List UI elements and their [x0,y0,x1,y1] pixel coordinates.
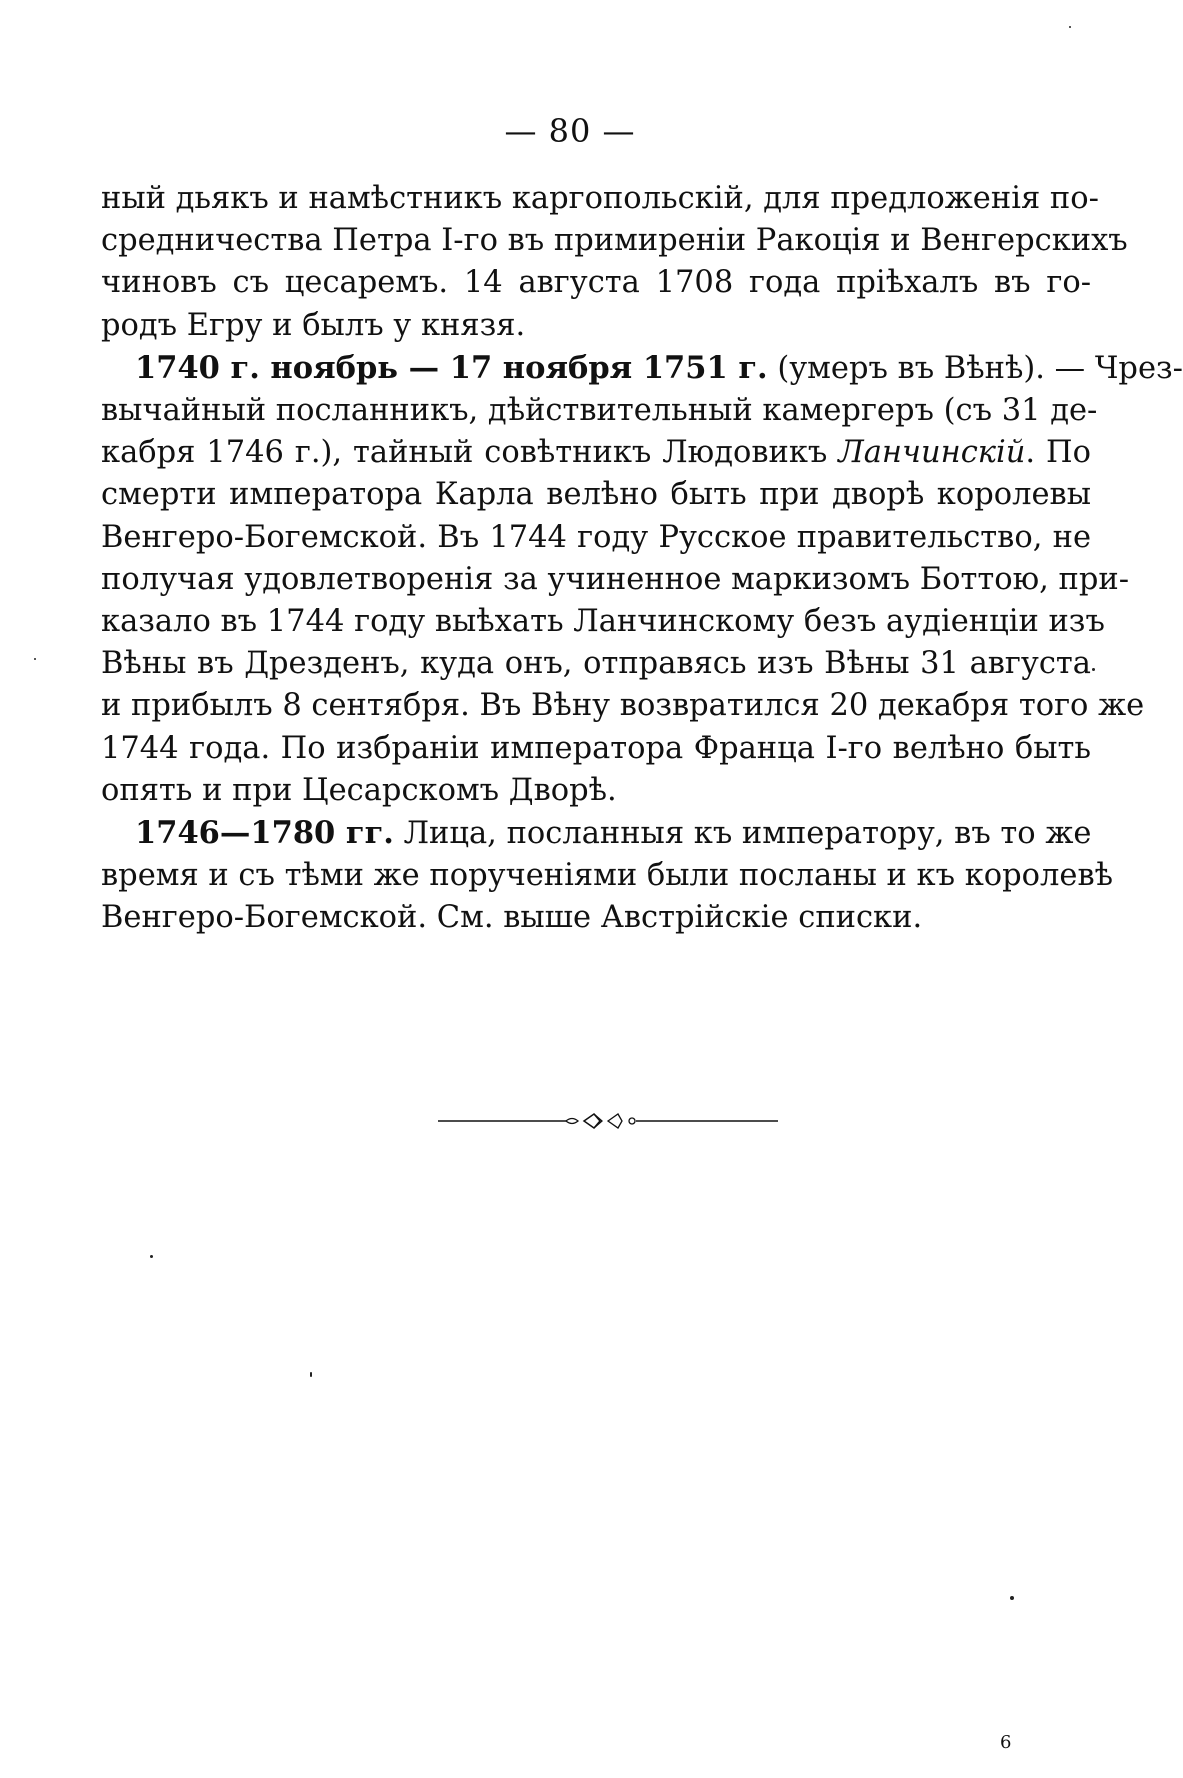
text-line: Венгеро-Богемской. См. выше Австрійскіе списки. [101,900,923,936]
body-text [101,178,1183,940]
text-segment: . По [1025,435,1091,471]
scan-speck [1010,1596,1014,1600]
text-line: опять и при Цесарскомъ Дворѣ. [101,772,617,808]
scan-speck [310,1372,312,1377]
surname-lanchinsky: Ланчинскій [838,435,1026,471]
text-line: получая удовлетворенія за учиненное маркизомъ Боттою, при- [101,561,1130,597]
entry-text: Лица, посланныя къ императору, въ то же [393,816,1092,852]
text-line: время и съ тѣми же порученіями были посланы и къ королевѣ [101,858,1114,894]
text-line: казало въ 1744 году выѣхать Ланчинскому безъ аудіенціи изъ [101,604,1105,640]
entry-date-1740: 1740 г. ноябрь — 17 ноября 1751 г. [135,349,768,386]
entry-date-1746: 1746—1780 гг. [135,815,394,852]
text-line: Венгеро-Богемской. Въ 1744 году Русское правительство, не [101,519,1091,555]
text-line: средничества Петра I-го въ примиреніи Ракоція и Венгерскихъ [101,223,1128,259]
text-line: и прибылъ 8 сентября. Въ Вѣну возвратился 20 декабря того же [101,688,1145,724]
text-segment: кабря 1746 г.), тайный совѣтникъ Людовикъ [101,435,839,471]
scan-speck [150,1255,153,1258]
ornament-divider-icon [438,1110,778,1132]
scan-speck [34,658,36,660]
scan-speck [1092,668,1095,671]
text-line: ный дьякъ и намѣстникъ каргопольскій, для предложенія по- [101,181,1099,216]
scan-speck [1069,26,1071,28]
text-line: Вѣны въ Дрезденъ, куда онъ, отправясь изъ Вѣны 31 августа [101,646,1091,682]
text-line: 1744 года. По избраніи императора Франца I-го велѣно быть [101,730,1091,766]
page-number: — 80 — [504,112,636,150]
text-line: родъ Егру и былъ у князя. [101,307,526,343]
entry-text: (умеръ въ Вѣнѣ). — Чрез- [767,350,1183,386]
entry-1740-first-line [101,347,1183,390]
text-line [101,432,1091,474]
corner-mark: 6 [1000,1732,1012,1753]
text-line: смерти императора Карла велѣно быть при дворѣ королевы [101,477,1091,513]
text-line: чиновъ съ цесаремъ. 14 августа 1708 года пріѣхалъ въ го- [101,265,1091,301]
entry-1746-first-line [101,812,1091,855]
text-line: вычайный посланникъ, дѣйствительный камергеръ (съ 31 де- [101,393,1098,429]
